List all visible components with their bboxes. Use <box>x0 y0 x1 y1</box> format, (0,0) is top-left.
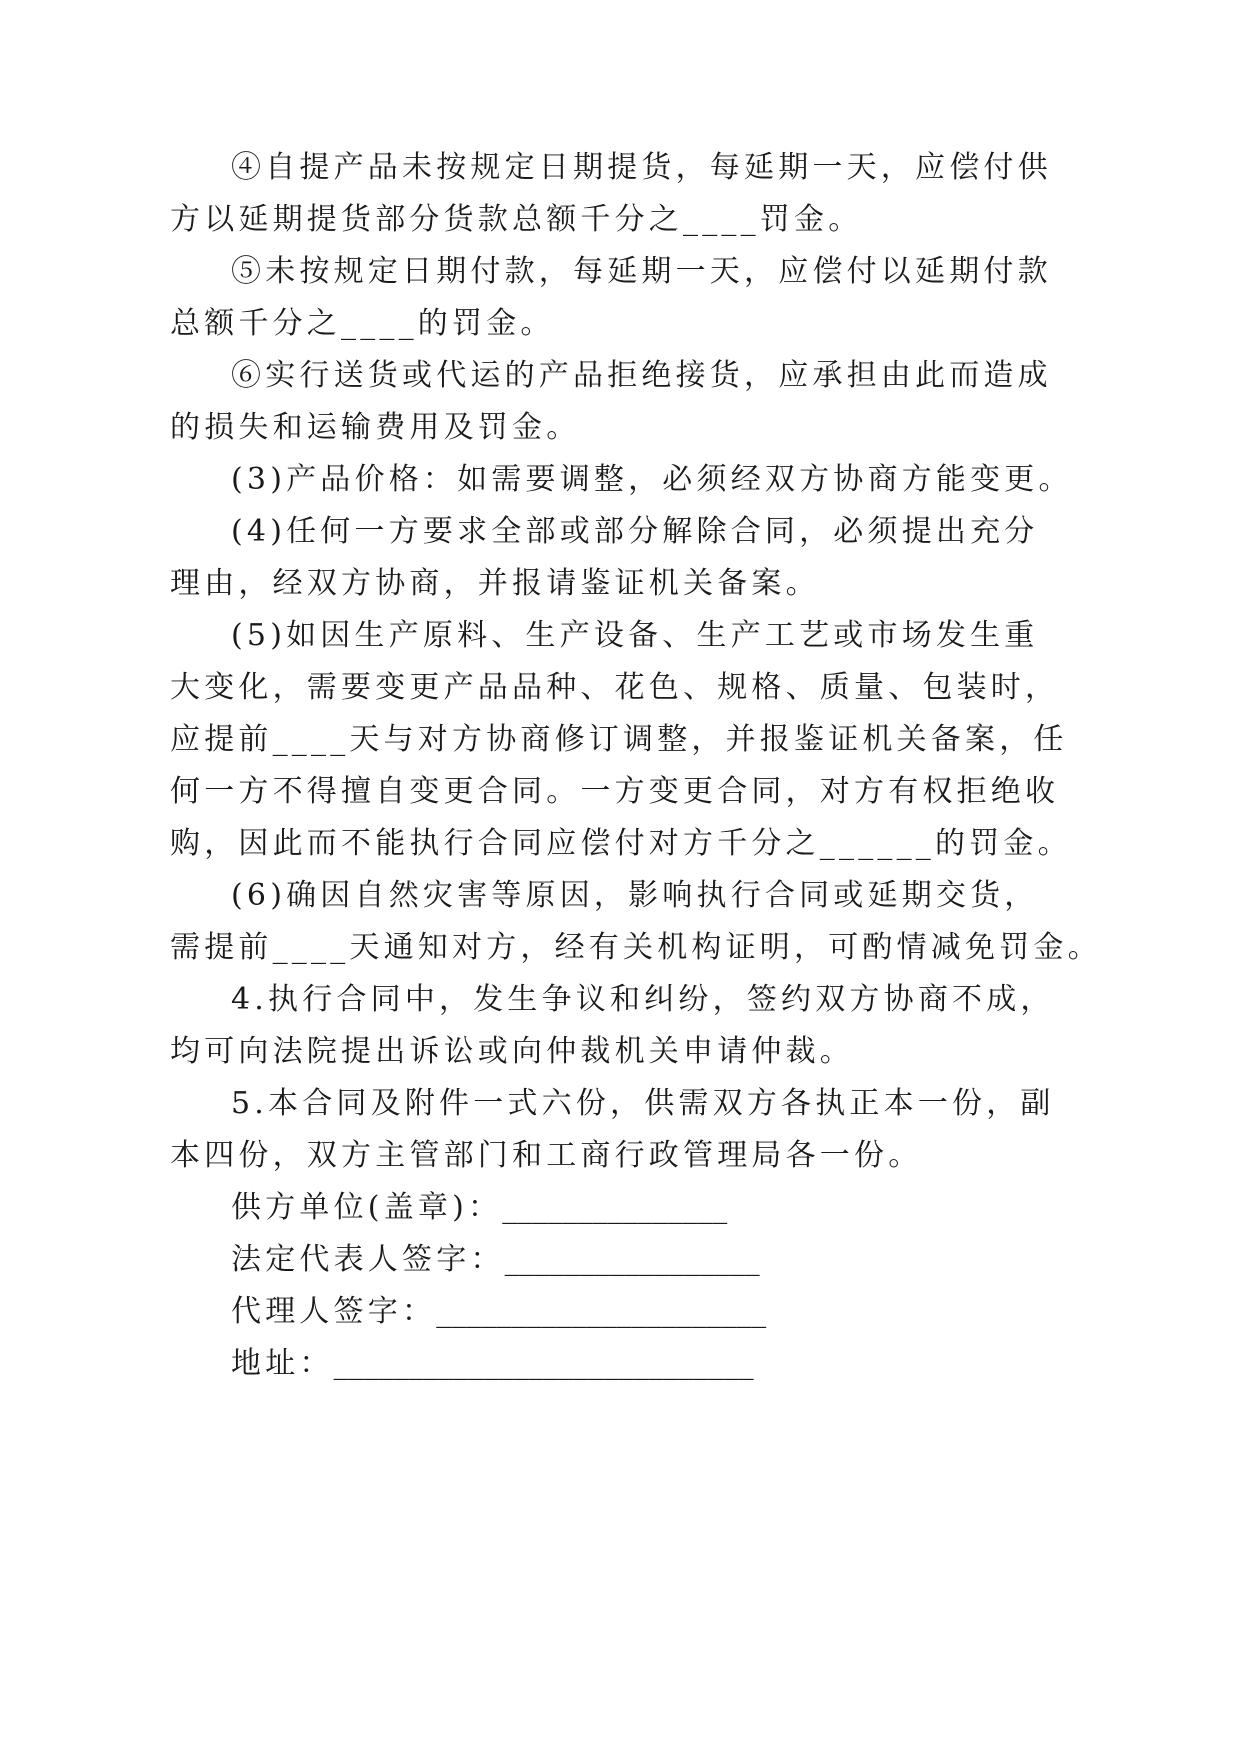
article-4-line-1: 4.执行合同中，发生争议和纠纷，签约双方协商不成， <box>231 982 1055 1017</box>
article-5-line-1: 5.本合同及附件一式六份，供需双方各执正本一份，副 <box>231 1086 1055 1121</box>
supplier-seal-label: 供方单位(盖章)： <box>231 1190 503 1225</box>
item-4-line-1: (4)任何一方要求全部或部分解除合同，必须提出充分 <box>231 514 1039 549</box>
item-6-line-2: 需提前____天通知对方，经有关机构证明，可酌情减免罚金。 <box>170 930 1102 965</box>
article-4-line-2: 均可向法院提出诉讼或向仲裁机关申请仲裁。 <box>170 1034 854 1069</box>
clause-4-line-1: ④自提产品未按规定日期提货，每延期一天，应偿付供 <box>231 150 1052 185</box>
article-5-line-2: 本四份，双方主管部门和工商行政管理局各一份。 <box>170 1138 923 1173</box>
address-row <box>231 1344 754 1384</box>
clause-6-line-1: ⑥实行送货或代运的产品拒绝接货，应承担由此而造成 <box>231 358 1052 393</box>
agent-blank: ______________________ <box>436 1294 767 1329</box>
agent-row <box>231 1292 766 1332</box>
legal-rep-label: 法定代表人签字： <box>231 1242 505 1277</box>
item-5-line-5: 购，因此而不能执行合同应偿付对方千分之______的罚金。 <box>170 826 1072 861</box>
address-label: 地址： <box>231 1346 334 1381</box>
item-3-line-1: (3)产品价格：如需要调整，必须经双方协商方能变更。 <box>231 462 1073 497</box>
item-5-line-2: 大变化，需要变更产品品种、花色、规格、质量、包装时， <box>170 670 1060 705</box>
clause-5-line-2: 总额千分之____的罚金。 <box>170 306 555 341</box>
item-5-line-3: 应提前____天与对方协商修订调整，并报鉴证机关备案，任 <box>170 722 1068 757</box>
legal-rep-blank: _________________ <box>504 1242 760 1277</box>
legal-rep-row <box>231 1240 760 1280</box>
supplier-seal-row <box>231 1188 727 1228</box>
item-5-line-4: 何一方不得擅自变更合同。一方变更合同，对方有权拒绝收 <box>170 774 1060 809</box>
address-blank: ____________________________ <box>333 1346 754 1381</box>
clause-4-line-2: 方以延期提货部分货款总额千分之____罚金。 <box>170 202 863 237</box>
item-6-line-1: (6)确因自然灾害等原因，影响执行合同或延期交货， <box>231 878 1039 913</box>
supplier-seal-blank: _______________ <box>502 1190 728 1225</box>
agent-label: 代理人签字： <box>231 1294 437 1329</box>
clause-5-line-1: ⑤未按规定日期付款，每延期一天，应偿付以延期付款 <box>231 254 1052 289</box>
item-5-line-1: (5)如因生产原料、生产设备、生产工艺或市场发生重 <box>231 618 1039 653</box>
clause-6-line-2: 的损失和运输费用及罚金。 <box>170 410 581 445</box>
item-4-line-2: 理由，经双方协商，并报请鉴证机关备案。 <box>170 566 820 601</box>
